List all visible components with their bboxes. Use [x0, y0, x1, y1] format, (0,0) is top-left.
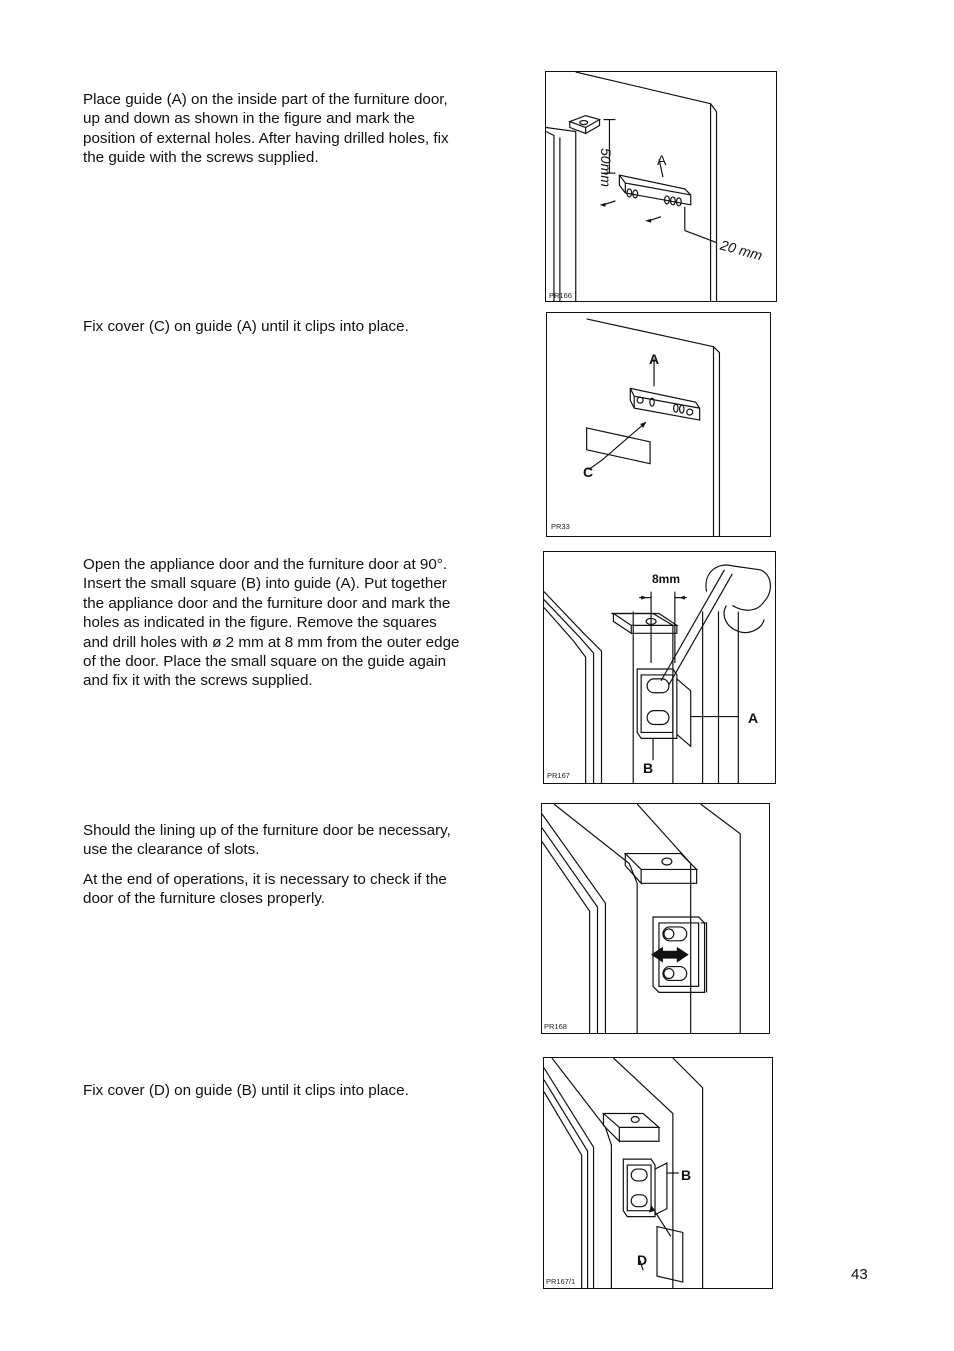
figure-1-dimension-50mm: 50mm — [598, 148, 614, 187]
figure-5-label-d: D — [637, 1252, 648, 1268]
figure-1-label-a: A — [657, 152, 667, 168]
drill-holes-drawing — [544, 552, 775, 783]
instruction-2 — [83, 317, 463, 346]
instruction-4-text-1: Should the lining up of the furniture door be necessary, use the clearance of slots. — [83, 822, 451, 859]
page-number: 43 — [851, 1266, 868, 1283]
instruction-2-text: Fix cover (C) on guide (A) until it clips into place. — [83, 318, 409, 335]
instruction-3-text: Open the appliance door and the furniture door at 90°. Insert the small square (B) into guide (A). Put together the appliance door and the furniture door and mark the holes as indicated in the figure. Remove the squares and drill holes with ø 2 mm at 8 mm from the outer edge of the door. Place the small square on the guide again and fix it with the screws supplied. — [83, 556, 460, 690]
figure-drill-holes — [543, 551, 776, 784]
slot-alignment-drawing — [542, 804, 769, 1033]
cover-c-drawing — [547, 313, 770, 536]
figure-cover-c — [546, 312, 771, 537]
figure-3-label-a: A — [748, 710, 759, 726]
instruction-4 — [83, 821, 463, 919]
instruction-4-text-2: At the end of operations, it is necessary to check if the door of the furniture closes properly. — [83, 870, 447, 908]
figure-2-code: PR33 — [551, 522, 570, 531]
figure-guide-placement — [545, 71, 777, 302]
instruction-1 — [83, 90, 463, 178]
figure-2-label-c: C — [583, 464, 594, 480]
instruction-5-text: Fix cover (D) on guide (B) until it clips into place. — [83, 1082, 409, 1099]
instruction-1-text: Place guide (A) on the inside part of the furniture door, up and down as shown in the figure and mark the position of external holes. After having drilled holes, fix the guide with the screws supplied. — [83, 91, 449, 167]
guide-placement-drawing — [546, 72, 776, 301]
figure-3-label-b: B — [643, 760, 654, 776]
figure-cover-d — [543, 1057, 773, 1289]
figure-1-code: PR166 — [549, 291, 572, 300]
figure-4-code: PR168 — [544, 1022, 567, 1031]
figure-slot-alignment — [541, 803, 770, 1034]
figure-2-label-a: A — [649, 351, 660, 367]
figure-1-dimension-20mm: 20 mm — [718, 236, 765, 264]
cover-d-drawing — [544, 1058, 772, 1288]
figure-3-dimension-8mm: 8mm — [652, 572, 681, 586]
instruction-3 — [83, 555, 463, 701]
figure-5-label-b: B — [681, 1167, 692, 1183]
figure-3-code: PR167 — [547, 771, 570, 780]
instruction-5 — [83, 1081, 463, 1110]
figure-5-code: PR167/1 — [546, 1277, 576, 1286]
